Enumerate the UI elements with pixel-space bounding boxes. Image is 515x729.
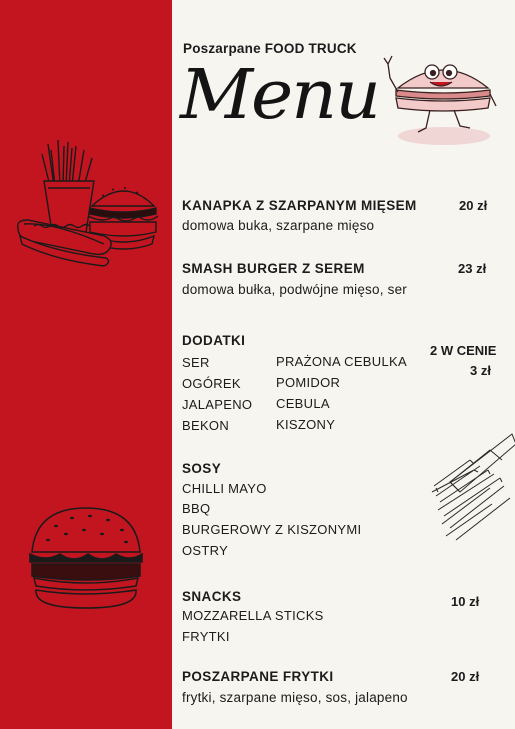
list-item: KISZONY	[276, 417, 336, 432]
list-item: FRYTKI	[182, 629, 230, 644]
dodatki-price-line1: 2 W CENIE	[430, 343, 497, 358]
item-name: SMASH BURGER Z SEREM	[182, 261, 365, 276]
item-price: 20 zł	[459, 198, 488, 213]
item-price: 23 zł	[458, 261, 487, 276]
list-item: CHILLI MAYO	[182, 481, 267, 496]
item-description: domowa buka, szarpane mięso	[182, 218, 375, 233]
item-description: frytki, szarpane mięso, sos, jalapeno	[182, 690, 408, 705]
item-description: domowa bułka, podwójne mięso, ser	[182, 282, 407, 297]
sandwich-mascot-illustration	[384, 48, 499, 148]
section-title-sosy: SOSY	[182, 461, 222, 476]
brand-name: Poszarpane FOOD TRUCK	[183, 41, 357, 56]
snacks-price: 10 zł	[451, 594, 480, 609]
fries-illustration	[430, 430, 515, 542]
fast-food-illustration	[14, 136, 164, 276]
section-title-dodatki: DODATKI	[182, 333, 246, 348]
burger-illustration	[26, 504, 146, 614]
section-title-snacks: SNACKS	[182, 589, 242, 604]
page-title: Menu	[180, 56, 379, 135]
list-item: BBQ	[182, 501, 211, 516]
red-side-panel	[0, 0, 172, 729]
list-item: SER	[182, 355, 210, 370]
list-item: MOZZARELLA STICKS	[182, 608, 324, 623]
list-item: CEBULA	[276, 396, 330, 411]
frytki-price: 20 zł	[451, 669, 480, 684]
item-name: KANAPKA Z SZARPANYM MIĘSEM	[182, 198, 417, 213]
list-item: BEKON	[182, 418, 230, 433]
list-item: POMIDOR	[276, 375, 341, 390]
list-item: OGÓREK	[182, 376, 241, 391]
list-item: OSTRY	[182, 543, 229, 558]
list-item: BURGEROWY Z KISZONYMI	[182, 522, 362, 537]
list-item: JALAPENO	[182, 397, 253, 412]
section-title-frytki: POSZARPANE FRYTKI	[182, 669, 334, 684]
dodatki-price-line2: 3 zł	[470, 363, 491, 378]
list-item: PRAŻONA CEBULKA	[276, 354, 407, 369]
